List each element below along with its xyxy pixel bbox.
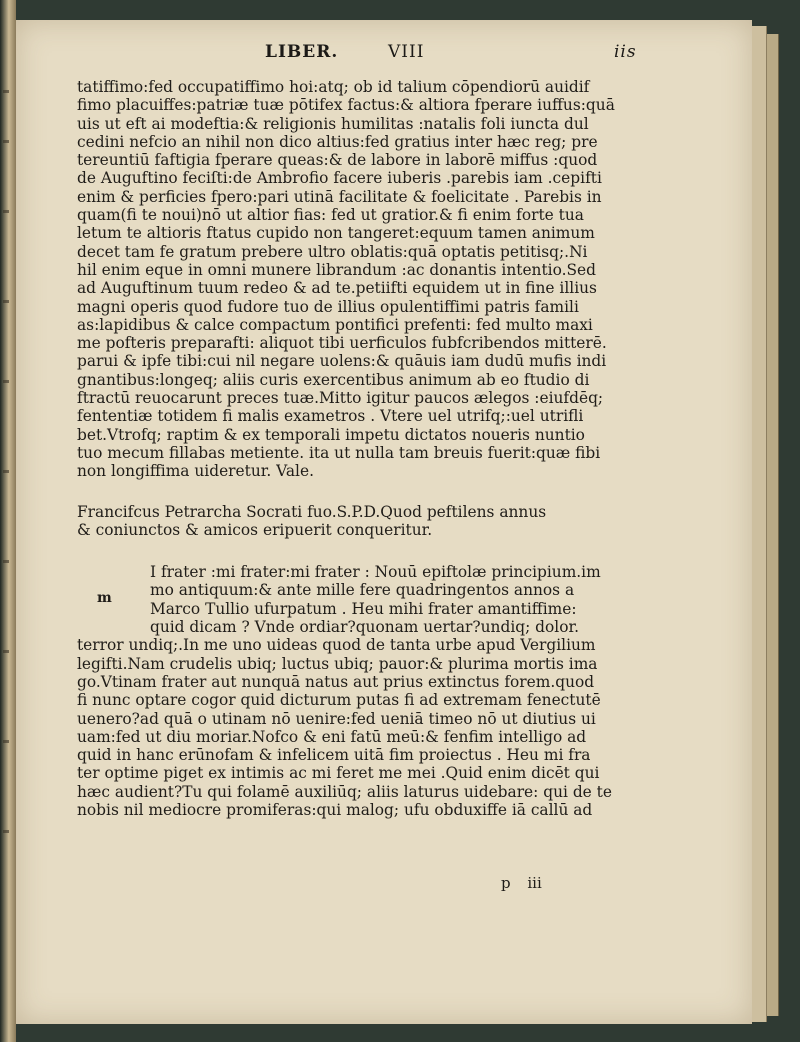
- text-line: mo antiquum:& ante mille fere quadringentos annos a: [150, 581, 575, 600]
- text-line: decet tam fe gratum prebere ultro oblatis:quā optatis petitisq;.Ni: [77, 242, 588, 261]
- text-line: go.Vtinam frater aut nunquā natus aut prius extinctus forem.quod: [77, 672, 595, 691]
- text-line: quam(fi te noui)nō ut altior fias: fed ut gratior.& fi enim forte tua: [77, 206, 584, 225]
- text-line: quid dicam ? Vnde ordiar?quonam uertar?undiq; dolor.: [150, 618, 580, 637]
- text-line: fi nunc optare cogor quid dicturum putas fi ad extremam fenectutē: [77, 691, 601, 710]
- signature-mark: p iii: [501, 874, 542, 892]
- paragraph-letter-body: [77, 563, 637, 819]
- guide-letter: m: [97, 590, 112, 607]
- text-line: fimo placuiffes:patriæ tuæ pōtifex factus:& altiora fperare iuffus:quā: [77, 96, 615, 115]
- text-line: hil enim eque in omni munere librandum :ac donantis intentio.Sed: [77, 260, 596, 279]
- text-line: ftractū reuocarunt preces tuæ.Mitto igitur paucos ælegos :eiufdēq;: [77, 389, 604, 408]
- text-line: non longiffima uideretur. Vale.: [77, 462, 314, 481]
- page-stack-edge: [766, 34, 779, 1016]
- text-line: uis ut eft ai modeftia:& religionis humilitas :natalis foli iuncta dul: [77, 114, 589, 133]
- text-line: I frater :mi frater:mi frater : Nouū epiftolæ principium.im: [150, 563, 601, 582]
- paragraph-letter-heading: [77, 503, 637, 540]
- text-line: magni operis quod fudore tuo de illius opulentiffimi patris famili: [77, 297, 579, 316]
- text-line: gnantibus:longeq; aliis curis exercentibus animum ab eo ftudio di: [77, 370, 590, 389]
- book-page: [16, 20, 752, 1024]
- paragraph-letter-end: [77, 78, 637, 481]
- text-line: hæc audient?Tu qui folamē auxiliūq; aliis laturus uidebare: qui de te: [77, 782, 612, 801]
- facing-page-edge: [0, 0, 16, 1042]
- text-line: terror undiq;.In me uno uideas quod de tanta urbe apud Vergilium: [77, 636, 596, 655]
- running-header: [16, 42, 752, 68]
- text-line: bet.Vtrofq; raptim & ex temporali impetu dictatos noueris nuntio: [77, 425, 585, 444]
- text-line: legifti.Nam crudelis ubiq; luctus ubiq; pauor:& plurima mortis ima: [77, 654, 598, 673]
- text-line: de Auguftino feciſti:de Ambrofio facere iuberis .parebis iam .cepifti: [77, 169, 602, 188]
- text-line: tereuntiū faftigia fperare queas:& de labore in laborē miffus :quod: [77, 151, 598, 170]
- text-line: & coniunctos & amicos eripuerit conqueritur.: [77, 520, 433, 539]
- page-stack-edge: [752, 26, 767, 1022]
- text-line: uenero?ad quā o utinam nō uenire:fed ueniā timeo nō ut diutius ui: [77, 709, 596, 728]
- text-line: uam:fed ut diu moriar.Nofco & eni fatū meū:& fenfim intelligo ad: [77, 727, 587, 746]
- text-line: Marco Tullio ufurpatum . Heu mihi frater amantiffime:: [150, 599, 577, 618]
- text-line: nobis nil mediocre promiferas:qui malog; ufu obduxiffe iā callū ad: [77, 800, 593, 819]
- text-line: fententiæ totidem fi malis exametros . Vtere uel utrifq;:uel utrifli: [77, 407, 584, 426]
- header-book-number: VIII: [388, 42, 425, 62]
- text-line: cedini nefcio an nihil non dico altius:fed gratius inter hæc reg; pre: [77, 132, 598, 151]
- text-line: letum te altioris ftatus cupido non tangeret:equum tamen animum: [77, 224, 595, 243]
- text-line: tatiffimo:fed occupatiffimo hoi:atq; ob id talium cōpendiorū auidif: [77, 78, 590, 96]
- page-body: [77, 78, 637, 819]
- text-line: ter optime piget ex intimis ac mi feret me mei .Quid enim dicēt qui: [77, 764, 600, 783]
- text-line: quid in hanc erūnofam & infelicem uitā fim proiectus . Heu mi fra: [77, 746, 591, 765]
- text-line: parui & ipfe tibi:cui nil negare uolens:& quāuis iam dudū mufis indi: [77, 352, 607, 371]
- text-line: Francifcus Petrarcha Socrati fuo.S.P.D.Quod peftilens annus: [77, 502, 547, 521]
- text-line: me pofteris preparafti: aliquot tibi uerficulos fubfcribendos mitterē.: [77, 334, 607, 353]
- folio-number: iis: [614, 42, 637, 62]
- text-line: enim & perficies fpero:pari utinā facilitate & foelicitate . Parebis in: [77, 187, 602, 206]
- header-liber: LIBER.: [265, 42, 339, 62]
- text-line: tuo mecum fillabas metiente. ita ut nulla tam breuis fuerit:quæ fibi: [77, 443, 601, 462]
- text-line: ad Auguftinum tuum redeo & ad te.petiifti equidem ut in fine illius: [77, 279, 597, 298]
- text-line: as:lapidibus & calce compactum pontifici prefenti: fed multo maxi: [77, 315, 593, 334]
